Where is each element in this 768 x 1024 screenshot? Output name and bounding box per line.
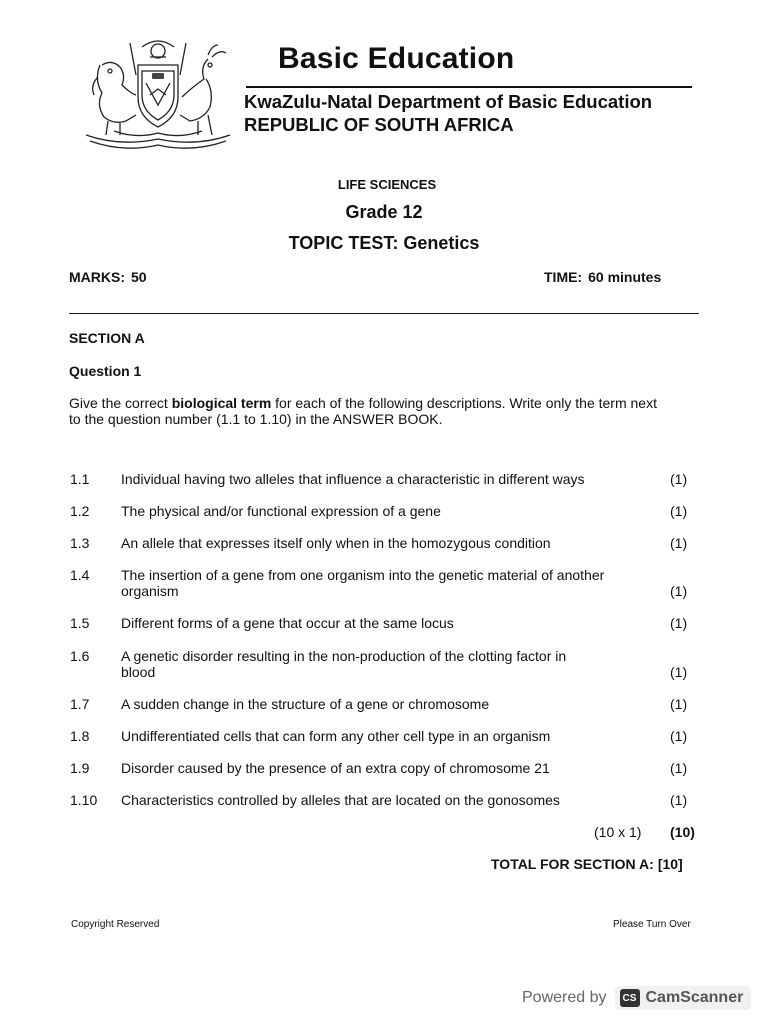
subject-title: LIFE SCIENCES: [337, 177, 437, 192]
marks-info: [69, 269, 147, 285]
question-number: 1.9: [70, 760, 90, 776]
powered-by-text: Powered by: [522, 989, 607, 1006]
marks-calculation: (10 x 1): [594, 824, 642, 840]
question-number: 1.10: [70, 792, 98, 808]
question-mark: (1): [670, 535, 688, 551]
question-mark: (1): [670, 664, 688, 680]
question-mark: (1): [670, 696, 688, 712]
question-mark: (1): [670, 503, 688, 519]
marks-label: MARKS:: [69, 269, 125, 285]
instruction-bold-term: biological term: [171, 395, 272, 411]
instruction-text-start: Give the correct: [69, 395, 172, 411]
question-mark: (1): [670, 615, 688, 631]
question-text: Undifferentiated cells that can form any other cell type in an organism: [121, 728, 551, 744]
camscanner-watermark: [522, 985, 751, 1011]
question-text: A sudden change in the structure of a gene or chromosome: [121, 696, 490, 712]
question-mark: (1): [670, 792, 688, 808]
camscanner-badge: [615, 986, 752, 1010]
question-text: A genetic disorder resulting in the non-production of the clotting factor in blood: [121, 648, 567, 680]
time-info: [544, 269, 661, 285]
question-text: Individual having two alleles that influence a characteristic in different ways: [121, 471, 585, 487]
section-total-value: [10]: [657, 856, 683, 872]
question-title: Question 1: [69, 363, 142, 379]
time-value: 60 minutes: [588, 269, 662, 285]
question-number: 1.5: [70, 615, 90, 631]
question-text: The physical and/or functional expression of a gene: [121, 503, 441, 519]
camscanner-logo-icon: CS: [620, 989, 640, 1007]
time-label: TIME:: [544, 269, 583, 285]
section-total-label: TOTAL FOR SECTION A:: [491, 856, 654, 872]
coat-of-arms-logo: [80, 35, 235, 155]
question-total: (10): [670, 824, 695, 840]
question-number: 1.3: [70, 535, 90, 551]
marks-value: 50: [131, 269, 147, 285]
question-number: 1.4: [70, 567, 90, 583]
question-text: The insertion of a gene from one organism into the genetic material of another organism: [121, 567, 605, 599]
instruction-text-end: for each of the following descriptions. Write only the term next to the question number (1.1 to 1.10) in the ANSWER BOOK.: [69, 395, 657, 427]
country-name: REPUBLIC OF SOUTH AFRICA: [244, 114, 514, 135]
question-number: 1.8: [70, 728, 90, 744]
question-number: 1.2: [70, 503, 90, 519]
question-number: 1.6: [70, 648, 90, 664]
header-rule: [246, 86, 692, 88]
question-text: Characteristics controlled by alleles that are located on the gonosomes: [121, 792, 560, 808]
question-text: Disorder caused by the presence of an extra copy of chromosome 21: [121, 760, 550, 776]
question-mark: (1): [670, 471, 688, 487]
section-title: SECTION A: [69, 330, 145, 346]
divider: [69, 313, 699, 314]
org-title: Basic Education: [278, 42, 515, 75]
question-number: 1.1: [70, 471, 90, 487]
question-text: An allele that expresses itself only when in the homozygous condition: [121, 535, 551, 551]
grade-title: Grade 12: [345, 202, 423, 222]
camscanner-brand: CamScanner: [645, 989, 744, 1006]
copyright-footer: Copyright Reserved: [71, 919, 160, 930]
question-instruction: [69, 395, 669, 427]
question-number: 1.7: [70, 696, 90, 712]
section-total: [491, 856, 683, 872]
question-text: Different forms of a gene that occur at the same locus: [121, 615, 454, 631]
question-mark: (1): [670, 760, 688, 776]
question-mark: (1): [670, 728, 688, 744]
topic-title: TOPIC TEST: Genetics: [288, 233, 480, 253]
turn-over-footer: Please Turn Over: [613, 919, 691, 930]
question-mark: (1): [670, 583, 688, 599]
department-name: KwaZulu-Natal Department of Basic Education: [244, 91, 653, 112]
